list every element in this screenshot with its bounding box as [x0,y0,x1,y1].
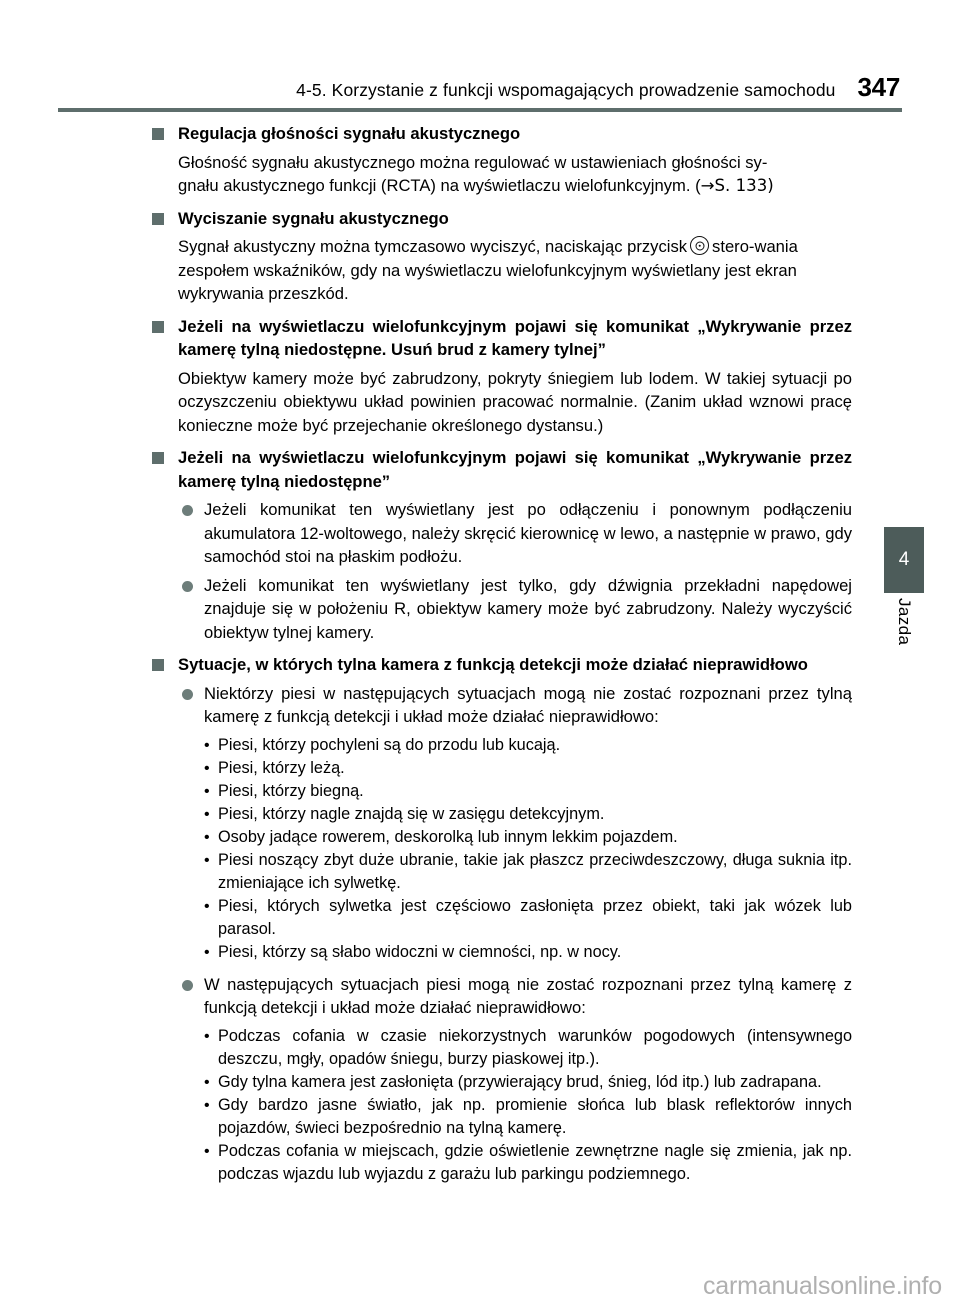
sub-list-item [152,734,852,757]
section-heading-text: Regulacja głośności sygnału akustycznego [178,124,521,143]
square-bullet-icon [152,452,164,464]
sub-list-item-text: Piesi, którzy nagle znajdą się w zasięgu detekcyjnym. [218,804,605,823]
page-content [152,122,852,1186]
section-heading-volume-adjust [152,122,852,146]
chapter-tab-number [884,527,924,593]
sub-list-item [152,803,852,826]
spacer [152,644,852,653]
section-heading-mute-signal [152,207,852,231]
square-bullet-icon [152,213,164,225]
section-heading-malfunction-situations [152,653,852,677]
section-heading-message-unavailable [152,446,852,493]
paragraph-line-2: gnału akustycznego funkcji (RCTA) na wyświetlaczu wielofunkcyjnym. ( [178,176,701,195]
sub-list-item [152,757,852,780]
sub-list-item [152,1071,852,1094]
sub-list-item-text: Piesi, którzy są słabo widoczni w ciemności, np. w nocy. [218,942,622,961]
paragraph-volume-adjust [152,151,852,198]
paragraph-dirty-camera: Obiektyw kamery może być zabrudzony, pokryty śniegiem lub lodem. W takiej sytuacji po oczyszczeniu obiektywu układ powinien pracować normalnie. (Zanim układ wznowi pracę konieczne może być przejechanie określonego dystansu.) [178,368,852,435]
sub-list-item-text: Osoby jadące rowerem, deskorolką lub innym lekkim pojazdem. [218,827,678,846]
dot-bullet-icon: • [204,1096,210,1114]
chapter-number: 4 [898,549,910,570]
page-header-title: 4-5. Korzystanie z funkcji wspomagających prowadzenie samochodu [296,80,836,100]
dot-bullet-icon: • [204,943,210,961]
page-header [0,72,960,106]
sub-list-item [152,849,852,895]
section-heading-text: Sytuacje, w których tylna kamera z funkcją detekcji może działać nieprawidłowo [178,655,808,674]
list-item-text: Jeżeli komunikat ten wyświetlany jest po odłączeniu i ponownym podłączeniu akumulatora 12-woltowego, należy skręcić kierownicę w lewo, a następnie w prawo, gdy samochód stoi na płaskim podłożu. [204,500,852,566]
sub-list-item [152,895,852,941]
dot-bullet-icon: • [204,1142,210,1160]
paragraph-mute-signal [152,235,852,306]
circle-bullet-icon [182,581,193,592]
sub-list-item [152,1140,852,1186]
dot-bullet-icon: • [204,851,210,869]
chapter-tab-label [884,596,924,676]
sub-list-item-text: Piesi, których sylwetka jest częściowo zasłonięta przez obiekt, taki jak wózek lub parasol. [218,896,852,938]
paragraph-text-after-icon: stero-wania zespołem wskaźników, gdy na wyświetlaczu wielofunkcyjnym wyświetlany jest ekran wykrywania przeszkód. [178,237,798,303]
chapter-label-text: Jazda [895,598,914,646]
list-item [152,682,852,729]
paragraph-text-before-icon: Sygnał akustyczny można tymczasowo wyciszyć, naciskając przycisk [178,237,688,256]
dot-bullet-icon: • [204,805,210,823]
sub-list-item-text: Piesi noszący zbyt duże ubranie, takie jak płaszcz przeciwdeszczowy, długa suknia itp. zmieniające ich sylwetkę. [218,850,852,892]
list-item-text: W następujących sytuacjach piesi mogą nie zostać rozpoznani przez tylną kamerę z funkcją detekcji i układ może działać nieprawidłowo: [204,974,852,1017]
dot-bullet-icon: • [204,782,210,800]
page-number: 347 [857,72,900,102]
square-bullet-icon [152,321,164,333]
spacer [152,198,852,207]
dot-bullet-icon: • [204,1027,210,1045]
sub-list-item [152,826,852,849]
circle-bullet-icon [182,505,193,516]
sub-list-item [152,1094,852,1140]
sub-list-item-text: Piesi, którzy leżą. [218,758,345,777]
sub-list-item-text: Podczas cofania w miejscach, gdzie oświetlenie zewnętrzne nagle się zmienia, jak np. podczas wjazdu lub wyjazdu z garażu lub parkingu podziemnego. [218,1141,852,1183]
sub-list-item [152,1025,852,1071]
circle-bullet-icon [182,980,193,991]
dot-bullet-icon: • [204,759,210,777]
section-heading-text: Wyciszanie sygnału akustycznego [178,208,449,228]
list-item [152,574,852,645]
dot-bullet-icon: • [204,828,210,846]
cross-reference-link[interactable]: →S. 133) [700,176,774,195]
dot-bullet-icon: • [204,736,210,754]
sub-list-item-text: Piesi, którzy pochyleni są do przodu lub kucają. [218,735,561,754]
dot-bullet-icon: • [204,897,210,915]
sub-list-item-text: Gdy bardzo jasne światło, jak np. promienie słońca lub blask reflektorów innych pojazdów, świeci bezpośrednio na tylną kamerę. [218,1095,852,1137]
spacer [152,437,852,446]
dot-bullet-icon: • [204,1073,210,1091]
spacer [152,964,852,973]
section-heading-text: Jeżeli na wyświetlaczu wielofunkcyjnym pojawi się komunikat „Wykrywanie przez kamerę tylną niedostępne” [178,448,852,491]
section-heading-message-dirty-camera [152,315,852,362]
sub-list-item [152,780,852,803]
header-divider [58,108,902,112]
list-item [152,973,852,1020]
list-item-text: Niektórzy piesi w następujących sytuacjach mogą nie zostać rozpoznani przez tylną kamerę z funkcją detekcji i układ może działać nieprawidłowo: [204,683,852,726]
sub-list-item-text: Piesi, którzy biegną. [218,781,364,800]
section-heading-text: Jeżeli na wyświetlaczu wielofunkcyjnym pojawi się komunikat „Wykrywanie przez kamerę tylną niedostępne. Usuń brud z kamery tylnej” [178,316,852,359]
square-bullet-icon [152,659,164,671]
paragraph-line-1: Głośność sygnału akustycznego można regulować w ustawieniach głośności sy- [178,152,768,172]
spacer [152,306,852,315]
sub-list-item [152,941,852,964]
list-item-text: Jeżeli komunikat ten wyświetlany jest tylko, gdy dźwignia przekładni napędowej znajduje się w położeniu R, obiektyw kamery może być zabrudzony. Należy wyczyścić obiektyw tylnej kamery. [204,575,852,642]
square-bullet-icon [152,128,164,140]
watermark: carmanualsonline.info [702,1272,942,1300]
sub-list-item-text: Podczas cofania w czasie niekorzystnych warunków pogodowych (intensywnego deszczu, mgły, opadów śniegu, burzy piaskowej itp.). [218,1026,852,1068]
sub-list-item-text: Gdy tylna kamera jest zasłonięta (przywierający brud, śnieg, lód itp.) lub zadrapana. [218,1072,822,1091]
list-item [152,498,852,569]
mute-button-icon [690,236,709,255]
circle-bullet-icon [182,689,193,700]
